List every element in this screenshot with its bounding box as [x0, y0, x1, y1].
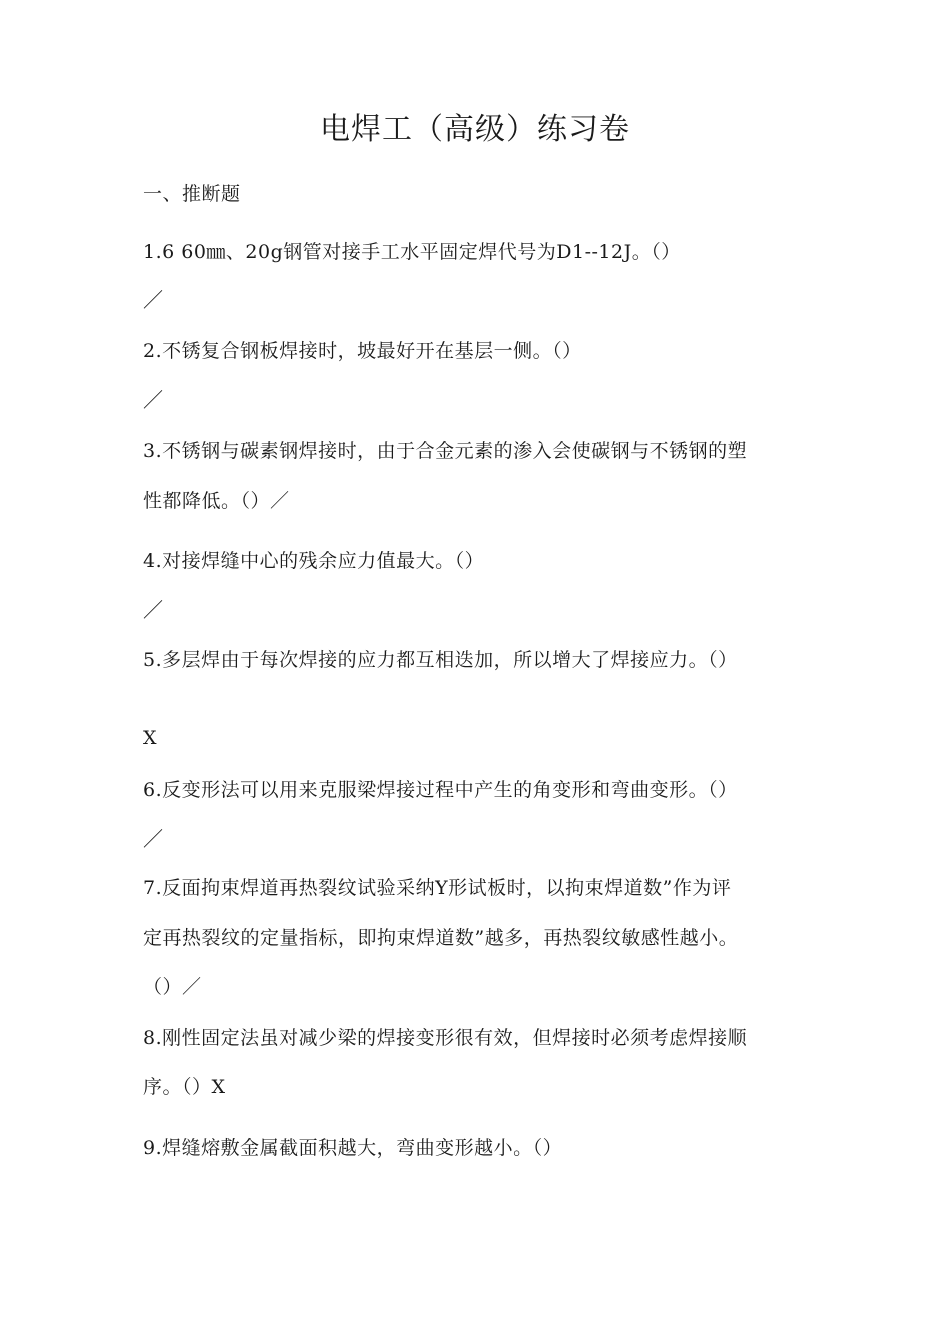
question-5-text: 5.多层焊由于每次焊接的应力都互相迭加，所以增大了焊接应力。（）: [143, 649, 738, 671]
question-2-text: 2.不锈复合钢板焊接时，坡最好开在基层一侧。（）: [143, 340, 582, 362]
question-3-text-line-1: 3.不锈钢与碳素钢焊接时，由于合金元素的渗入会使碳钢与不锈钢的塑: [143, 440, 748, 462]
question-6-answer: ／: [143, 827, 164, 851]
question-4-answer: ／: [143, 598, 164, 622]
question-1-text: 1.6 60㎜、20g钢管对接手工水平固定焊代号为D1--12J。（）: [143, 241, 681, 263]
section-heading: 一、推断题: [143, 183, 241, 205]
question-8-text-line-1: 8.刚性固定法虽对减少梁的焊接变形很有效，但焊接时必须考虑焊接顺: [143, 1027, 748, 1049]
question-3-text-line-2: 性都降低。（）／: [143, 490, 290, 512]
question-7-text-line-3: （）／: [143, 976, 202, 998]
question-9-text: 9.焊缝熔敷金属截面积越大，弯曲变形越小。（）: [143, 1137, 563, 1159]
question-1-answer: ／: [143, 288, 164, 312]
question-2-answer: ／: [143, 388, 164, 412]
question-7-text-line-1: 7.反面拘束焊道再热裂纹试验采纳Y形试板时，以拘束焊道数”作为评: [143, 877, 732, 899]
question-5-answer: X: [143, 727, 158, 749]
page-title: 电焊工（高级）练习卷: [320, 112, 630, 147]
question-8-text-line-2: 序。（）X: [143, 1076, 226, 1098]
question-6-text: 6.反变形法可以用来克服梁焊接过程中产生的角变形和弯曲变形。（）: [143, 779, 738, 801]
question-4-text: 4.对接焊缝中心的残余应力值最大。（）: [143, 550, 485, 572]
question-7-text-line-2: 定再热裂纹的定量指标，即拘束焊道数”越多，再热裂纹敏感性越小。: [143, 927, 739, 949]
